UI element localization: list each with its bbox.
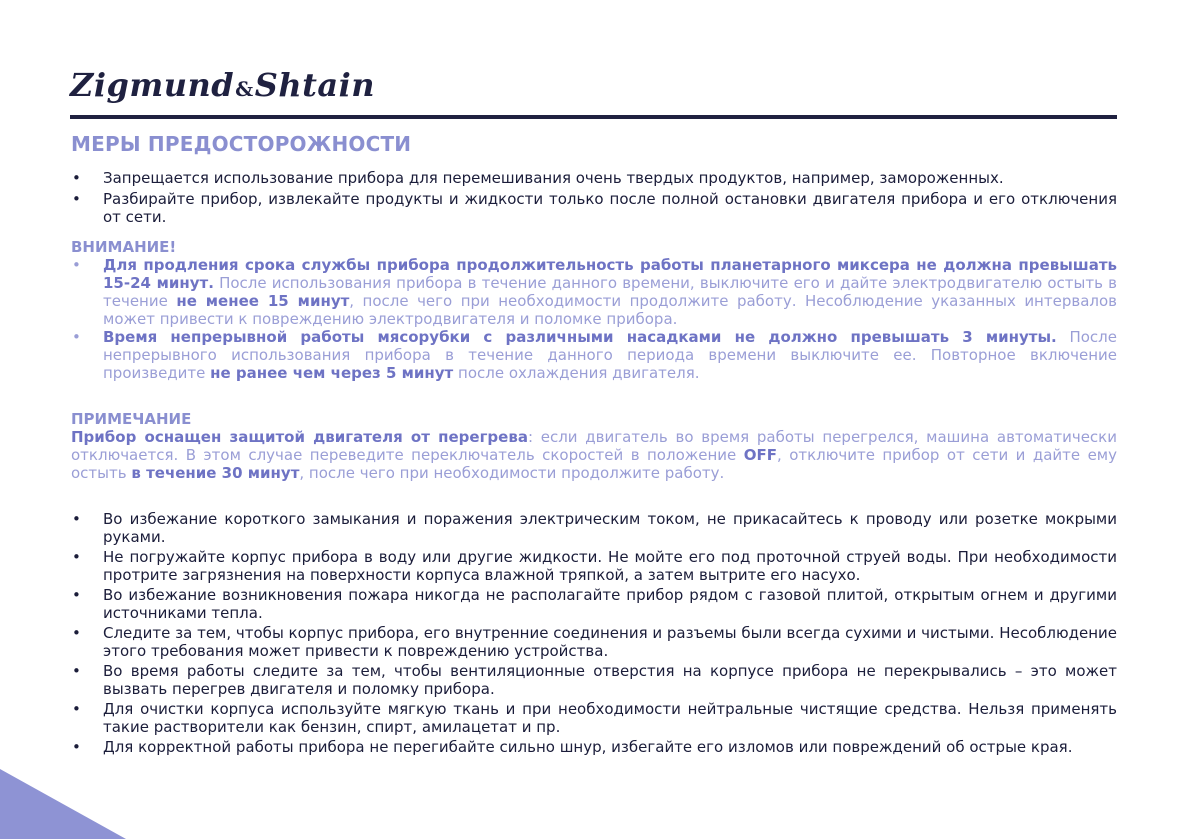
warning-text: после охлаждения двигателя. [453, 364, 700, 382]
brand-name-2: Shtain [254, 66, 376, 104]
warning-section [71, 238, 1117, 382]
warning-bold: Для продления срока службы прибора продолжительность работы планетарного миксера не должна превышать 15-24 минут. [103, 256, 1117, 292]
note-bold: в течение 30 минут [131, 464, 300, 482]
note-bold: OFF [743, 446, 777, 464]
warning-heading: ВНИМАНИЕ! [71, 238, 177, 256]
list-item: • Во избежание возникновения пожара никогда не располагайте прибор рядом с газовой плитой, открытым огнем и другими источниками тепла. [71, 586, 1117, 622]
warning-list [71, 256, 1117, 382]
note-bold: Прибор оснащен защитой двигателя от перегрева [71, 428, 528, 446]
warning-item [71, 328, 1117, 382]
warning-item [71, 256, 1117, 328]
header-rule [70, 115, 1117, 119]
precautions-list [71, 169, 1117, 226]
list-item: • Не погружайте корпус прибора в воду или другие жидкости. Не мойте его под проточной струей воды. При необходимости протрите загрязнения на поверхности корпуса влажной тряпкой, а затем вытрите его насухо. [71, 548, 1117, 584]
warning-text: После использования прибора в течение данного времени, выключите его и дайте электродвигателю остыть в течение [103, 274, 1117, 310]
note-text: , после чего при необходимости продолжите работу. [299, 464, 725, 482]
page-title: МЕРЫ ПРЕДОСТОРОЖНОСТИ [71, 132, 412, 156]
safety-list [71, 510, 1117, 756]
brand-name: Zigmund [70, 66, 235, 104]
corner-decoration [0, 769, 126, 839]
warning-bold: Время непрерывной работы мясорубки с различными насадками не должно превышать 3 минуты. [103, 328, 1057, 346]
list-item: • Во избежание короткого замыкания и поражения электрическим током, не прикасайтесь к проводу или розетке мокрыми руками. [71, 510, 1117, 546]
note-heading: ПРИМЕЧАНИЕ [71, 410, 192, 428]
list-item: • Для корректной работы прибора не перегибайте сильно шнур, избегайте его изломов или повреждений об острые края. [71, 738, 1117, 756]
note-section [71, 410, 1117, 482]
warning-bold: не ранее чем через 5 минут [210, 364, 454, 382]
page-content [71, 131, 1117, 758]
note-text: : если двигатель во время работы перегрелся, машина автоматически отключается. В этом случае переведите переключатель скоростей в положение [71, 428, 1117, 464]
list-item: • Во время работы следите за тем, чтобы вентиляционные отверстия на корпусе прибора не перекрывались – это может вызвать перегрев двигателя и поломку прибора. [71, 662, 1117, 698]
warning-bold: не менее 15 минут [176, 292, 350, 310]
warning-text: , после чего при необходимости продолжите работу. Несоблюдение указанных интервалов может привести к повреждению электродвигателя и поломке прибора. [103, 292, 1117, 328]
brand-logo [70, 66, 375, 104]
list-item: • Разбирайте прибор, извлекайте продукты и жидкости только после полной остановки двигателя прибора и его отключения от сети. [71, 190, 1117, 226]
list-item: • Следите за тем, чтобы корпус прибора, его внутренние соединения и разъемы были всегда сухими и чистыми. Несоблюдение этого требования может привести к повреждению устройства. [71, 624, 1117, 660]
note-text: , отключите прибор от сети и дайте ему остыть [71, 446, 1117, 482]
warning-text: После непрерывного использования прибора в течение данного периода времени выключите ее. Повторное включение произведите [103, 328, 1117, 382]
list-item: • Запрещается использование прибора для перемешивания очень твердых продуктов, например, замороженных. [71, 169, 1117, 187]
list-item: • Для очистки корпуса используйте мягкую ткань и при необходимости нейтральные чистящие средства. Нельзя применять такие растворители как бензин, спирт, амилацетат и пр. [71, 700, 1117, 736]
note-paragraph [71, 428, 1117, 482]
brand-amp: & [235, 77, 254, 101]
